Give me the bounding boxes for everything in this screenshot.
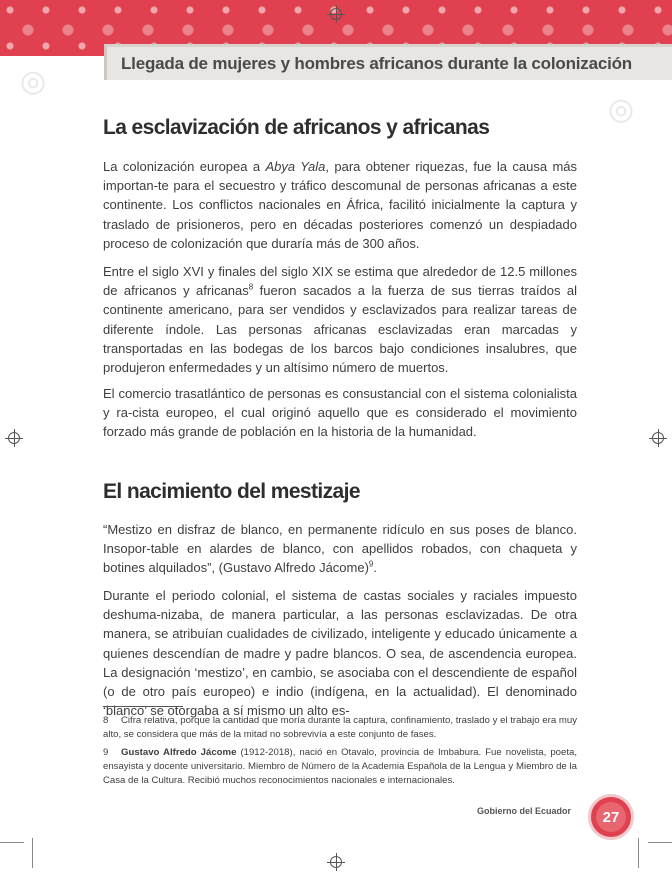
registration-mark-icon bbox=[330, 856, 342, 868]
footnote-number: 8 bbox=[103, 715, 109, 726]
footnote bbox=[103, 714, 577, 742]
footnote bbox=[103, 746, 577, 788]
section-heading: La esclavización de africanos y africanas bbox=[103, 116, 490, 139]
text-run: , para obtener riquezas, fue la causa más importan-te para el secuestro y tráfico descomunal de personas africanas a este continente. Los conflictos nacionales en África, facilitó inicialmente la captura y traslado de prisioneros, pero en décadas posteriores comenzó un despiadado proceso de colonización que duraría más de 300 años. bbox=[103, 159, 578, 251]
text-run: . bbox=[373, 560, 377, 576]
crop-mark bbox=[638, 838, 639, 868]
page-number-badge bbox=[588, 794, 634, 840]
footnote-divider bbox=[103, 706, 183, 707]
quote-text: “Mestizo en disfraz de blanco, en permanente ridículo en sus poses de blanco. Insopor-table en alardes de blanco, con apellidos robados, con chaqueta y botines alquilados”, (Gustavo Alfredo Jácome) bbox=[103, 522, 577, 576]
text-run: La colonización europea a bbox=[103, 159, 266, 174]
crop-mark bbox=[32, 838, 33, 868]
registration-mark-icon bbox=[652, 432, 664, 444]
crop-mark bbox=[648, 842, 672, 843]
crop-mark bbox=[0, 842, 24, 843]
footnote-author: Gustavo Alfredo Jácome bbox=[121, 747, 237, 758]
registration-mark-icon bbox=[330, 8, 342, 20]
text-run: Entre el siglo XVI y finales del siglo XIX se estima que alrededor de 12.5 millones de africanos y africanas bbox=[103, 264, 577, 299]
publisher-label: Gobierno del Ecuador bbox=[477, 806, 572, 816]
quote-paragraph bbox=[103, 520, 577, 578]
paragraph: Durante el periodo colonial, el sistema de castas sociales y raciales impuesto deshuma-nizaba, de manera particular, a las personas esclavizadas. De otra manera, se atribuían cualidades de civilizado, inteligente y educado únicamente a quienes descendían de madre y padre blancos. O sea, de ascendencia europea. La designación ‘mestizo’, en cambio, se asociaba con el descendiente de español (o de otro país europeo) e indio (indígena, en la actualidad). El denominado ‘blanco’ se otorgaba a sí mismo un alto es- bbox=[103, 588, 577, 719]
italic-term: Abya Yala bbox=[265, 159, 326, 174]
paragraph bbox=[103, 157, 577, 253]
text-run: fueron sacados a la fuerza de sus tierras traídos al continente americano, para ser vendidos y esclavizados para realizar tareas de diferente índole. Las personas africanas esclavizadas eran marcadas y transportadas en las bodegas de los barcos bajo condiciones insalubres, que produjeron enfermedades y un altísimo número de muertos. bbox=[103, 283, 577, 376]
chapter-title: Llegada de mujeres y hombres africanos durante la colonización bbox=[121, 53, 632, 73]
page-number-circle bbox=[596, 802, 626, 832]
spiral-ornament-icon: ◎ bbox=[20, 64, 47, 99]
spiral-ornament-icon: ◎ bbox=[608, 92, 635, 127]
footnote-ref[interactable]: 9 bbox=[368, 560, 374, 570]
page-number: 27 bbox=[602, 808, 620, 826]
footnote-text: Cifra relativa, porque la cantidad que moría durante la captura, confinamiento, traslado y el trabajo era muy alto, se considera que más de la mitad no sobrevivía a este conjunto de fases. bbox=[103, 715, 577, 740]
footnote-ref[interactable]: 8 bbox=[248, 282, 254, 292]
registration-mark-icon bbox=[8, 432, 20, 444]
paragraph: El comercio trasatlántico de personas es consustancial con el sistema colonialista y ra-cista europeo, el cual originó aquello que es considerado el movimiento forzado más grande de población en la historia de la humanidad. bbox=[103, 386, 577, 440]
footnote-text: (1912-2018), nació en Otavalo, provincia de Imbabura. Fue novelista, poeta, ensayista y docente universitario. Miembro de Número de la Academia Española de la Lengua y Miembro de la Casa de la Cultura. Recibió muchos reconocimientos nacionales e internacionales. bbox=[103, 747, 577, 786]
section-heading: El nacimiento del mestizaje bbox=[103, 480, 360, 503]
footnote-number: 9 bbox=[103, 747, 109, 758]
paragraph bbox=[103, 262, 577, 377]
chapter-title-bar bbox=[104, 44, 672, 80]
